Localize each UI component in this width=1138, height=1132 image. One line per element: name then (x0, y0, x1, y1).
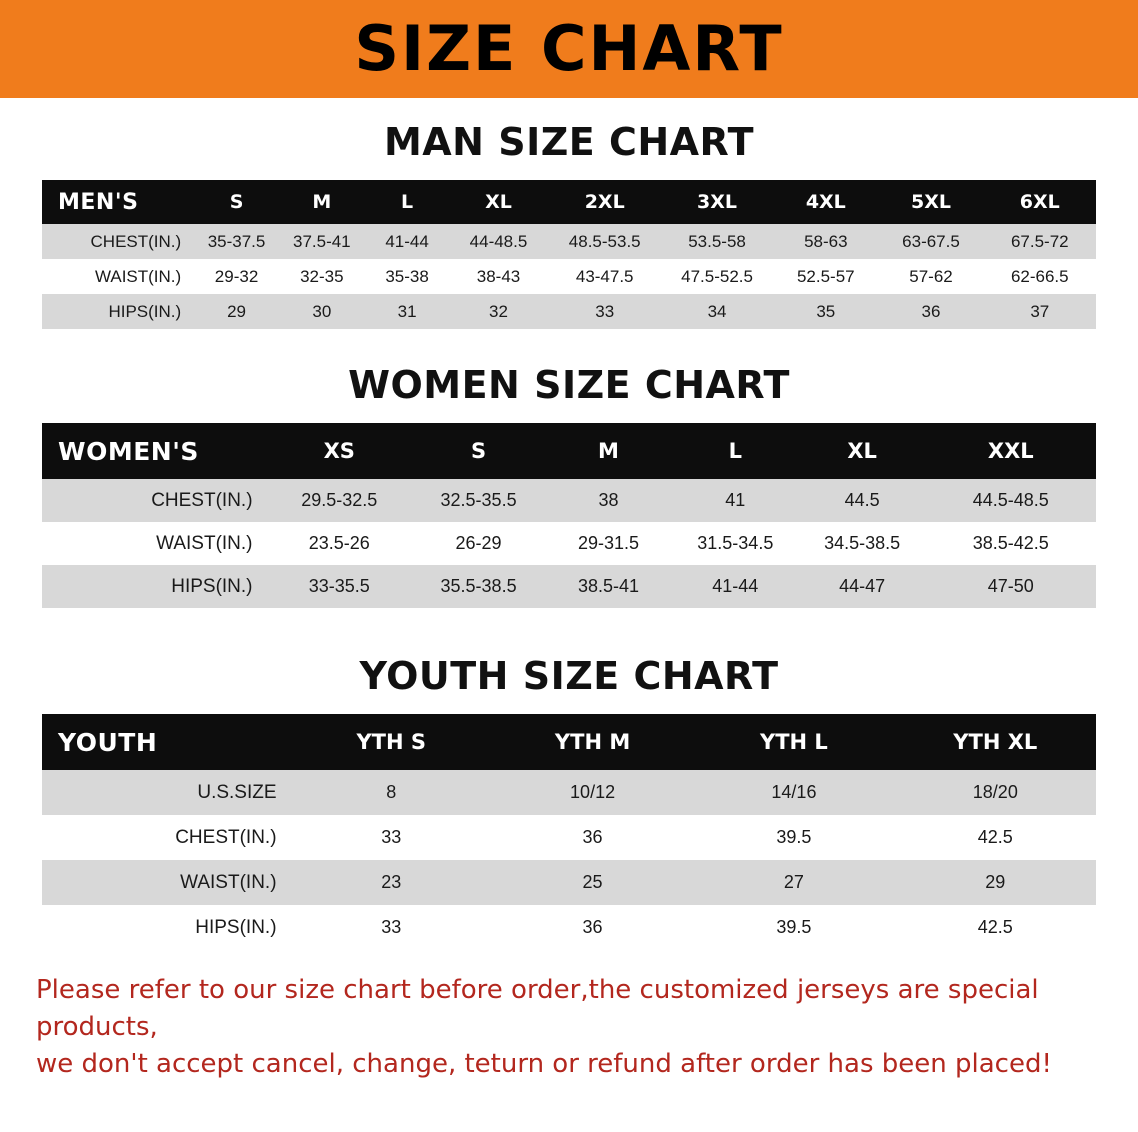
youth-chest-s: 33 (291, 815, 492, 860)
men-header-cell-4: XL (448, 180, 548, 224)
men-header-cell-2: M (278, 180, 366, 224)
table-row (42, 522, 1096, 565)
women-hips-xs: 33-35.5 (267, 565, 413, 608)
men-waist-m: 32-35 (278, 259, 366, 294)
men-hips-6xl: 37 (984, 294, 1096, 329)
youth-waist-s: 23 (291, 860, 492, 905)
women-header-cell-6: XXL (926, 423, 1096, 479)
youth-header-cell-4: YTH XL (895, 714, 1096, 770)
men-hips-4xl: 35 (773, 294, 878, 329)
men-waist-2xl: 43-47.5 (549, 259, 661, 294)
women-header-cell-3: M (545, 423, 672, 479)
women-header-cell-5: XL (799, 423, 926, 479)
men-header-cell-5: 2XL (549, 180, 661, 224)
women-waist-l: 31.5-34.5 (672, 522, 799, 565)
table-row (42, 294, 1096, 329)
women-waist-s: 26-29 (412, 522, 545, 565)
women-hips-l: 41-44 (672, 565, 799, 608)
men-row-label-chest: CHEST(IN.) (42, 224, 195, 259)
women-hips-xl: 44-47 (799, 565, 926, 608)
women-header-cell-2: S (412, 423, 545, 479)
women-hips-m: 38.5-41 (545, 565, 672, 608)
table-row (42, 860, 1096, 905)
men-chest-s: 35-37.5 (195, 224, 278, 259)
women-waist-xs: 23.5-26 (267, 522, 413, 565)
youth-chest-l: 39.5 (693, 815, 894, 860)
youth-chest-m: 36 (492, 815, 693, 860)
youth-hips-s: 33 (291, 905, 492, 950)
return-policy-notice (36, 972, 1102, 1083)
youth-waist-l: 27 (693, 860, 894, 905)
women-hips-s: 35.5-38.5 (412, 565, 545, 608)
men-chest-3xl: 53.5-58 (661, 224, 773, 259)
youth-hips-m: 36 (492, 905, 693, 950)
men-waist-s: 29-32 (195, 259, 278, 294)
youth-row-label-chest: CHEST(IN.) (42, 815, 291, 860)
page-title: SIZE CHART (354, 12, 784, 85)
youth-section-title: YOUTH SIZE CHART (359, 654, 779, 698)
women-chest-xxl: 44.5-48.5 (926, 479, 1096, 522)
men-row-label-waist: WAIST(IN.) (42, 259, 195, 294)
table-row (42, 565, 1096, 608)
women-chest-l: 41 (672, 479, 799, 522)
women-header-cell-4: L (672, 423, 799, 479)
men-waist-xl: 38-43 (448, 259, 548, 294)
youth-row-label-hips: HIPS(IN.) (42, 905, 291, 950)
men-hips-s: 29 (195, 294, 278, 329)
table-row (42, 259, 1096, 294)
women-header-cell-0: WOMEN'S (42, 423, 267, 479)
men-hips-3xl: 34 (661, 294, 773, 329)
men-hips-m: 30 (278, 294, 366, 329)
women-row-label-hips: HIPS(IN.) (42, 565, 267, 608)
women-header-cell-1: XS (267, 423, 413, 479)
men-chest-m: 37.5-41 (278, 224, 366, 259)
women-chest-xs: 29.5-32.5 (267, 479, 413, 522)
youth-ussize-l: 14/16 (693, 770, 894, 815)
youth-ussize-s: 8 (291, 770, 492, 815)
youth-hips-l: 39.5 (693, 905, 894, 950)
men-header-cell-3: L (366, 180, 449, 224)
youth-header-cell-1: YTH S (291, 714, 492, 770)
women-hips-xxl: 47-50 (926, 565, 1096, 608)
men-chest-4xl: 58-63 (773, 224, 878, 259)
man-section-title: MAN SIZE CHART (383, 120, 755, 164)
men-header-cell-6: 3XL (661, 180, 773, 224)
men-waist-5xl: 57-62 (878, 259, 983, 294)
youth-table-header-row (42, 714, 1096, 770)
table-row (42, 770, 1096, 815)
women-table-header-row (42, 423, 1096, 479)
youth-header-cell-3: YTH L (693, 714, 894, 770)
men-waist-4xl: 52.5-57 (773, 259, 878, 294)
men-chest-xl: 44-48.5 (448, 224, 548, 259)
notice-line-1: Please refer to our size chart before order,the customized jerseys are special products, (36, 975, 1039, 1042)
men-hips-2xl: 33 (549, 294, 661, 329)
men-hips-l: 31 (366, 294, 449, 329)
men-chest-6xl: 67.5-72 (984, 224, 1096, 259)
table-row (42, 224, 1096, 259)
youth-row-label-waist: WAIST(IN.) (42, 860, 291, 905)
women-waist-xl: 34.5-38.5 (799, 522, 926, 565)
men-header-cell-1: S (195, 180, 278, 224)
women-chest-xl: 44.5 (799, 479, 926, 522)
men-size-table (42, 180, 1096, 329)
women-row-label-waist: WAIST(IN.) (42, 522, 267, 565)
men-waist-3xl: 47.5-52.5 (661, 259, 773, 294)
table-row (42, 905, 1096, 950)
men-waist-l: 35-38 (366, 259, 449, 294)
youth-size-table (42, 714, 1096, 950)
table-row (42, 815, 1096, 860)
youth-row-label-us-size: U.S.SIZE (42, 770, 291, 815)
men-hips-5xl: 36 (878, 294, 983, 329)
men-table-header-row (42, 180, 1096, 224)
youth-ussize-xl: 18/20 (895, 770, 1096, 815)
notice-line-2: we don't accept cancel, change, teturn or refund after order has been placed! (36, 1048, 1052, 1079)
page-banner (0, 0, 1138, 98)
men-waist-6xl: 62-66.5 (984, 259, 1096, 294)
women-chest-m: 38 (545, 479, 672, 522)
women-size-table (42, 423, 1096, 608)
men-header-cell-7: 4XL (773, 180, 878, 224)
youth-header-cell-0: YOUTH (42, 714, 291, 770)
men-header-cell-8: 5XL (878, 180, 983, 224)
men-hips-xl: 32 (448, 294, 548, 329)
women-chest-s: 32.5-35.5 (412, 479, 545, 522)
youth-waist-m: 25 (492, 860, 693, 905)
youth-chest-xl: 42.5 (895, 815, 1096, 860)
youth-waist-xl: 29 (895, 860, 1096, 905)
youth-header-cell-2: YTH M (492, 714, 693, 770)
men-header-cell-9: 6XL (984, 180, 1096, 224)
youth-ussize-m: 10/12 (492, 770, 693, 815)
men-chest-5xl: 63-67.5 (878, 224, 983, 259)
table-row (42, 479, 1096, 522)
men-header-cell-0: MEN'S (42, 180, 195, 224)
men-row-label-hips: HIPS(IN.) (42, 294, 195, 329)
women-row-label-chest: CHEST(IN.) (42, 479, 267, 522)
women-section-title: WOMEN SIZE CHART (348, 363, 790, 407)
men-chest-2xl: 48.5-53.5 (549, 224, 661, 259)
youth-hips-xl: 42.5 (895, 905, 1096, 950)
women-waist-xxl: 38.5-42.5 (926, 522, 1096, 565)
men-chest-l: 41-44 (366, 224, 449, 259)
women-waist-m: 29-31.5 (545, 522, 672, 565)
